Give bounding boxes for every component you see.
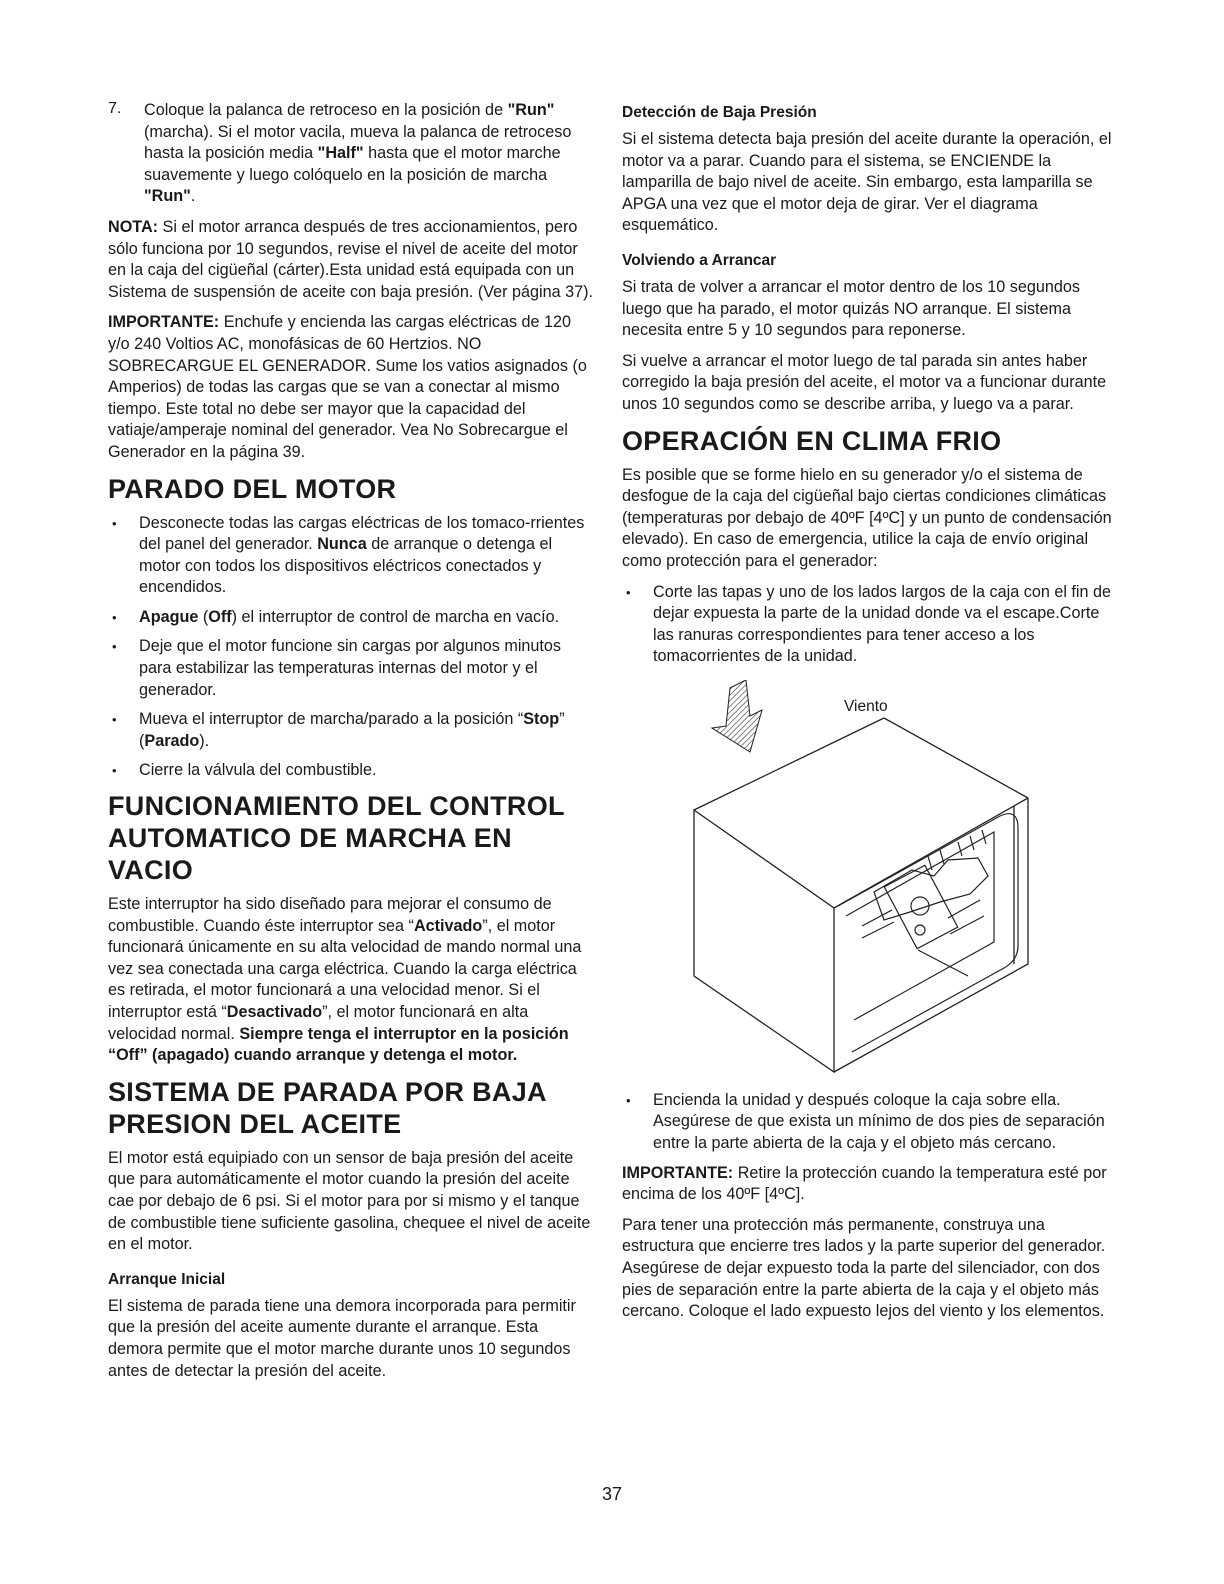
deteccion-heading: Detección de Baja Presión: [622, 104, 817, 121]
sistema-paragraph: El motor está equipiado con un sensor de baja presión del aceite que para automáticamente el motor cuando la presión del aceite cae por debajo de 6 psi. Si el motor para por si mismo y el tanque de combustible tiene suficiente gasolina, chequee el nivel de aceite en el motor.: [108, 1148, 591, 1254]
sistema-heading: SISTEMA DE PARADA POR BAJA PRESION DEL ACEITE: [108, 1076, 546, 1139]
step-7: [108, 100, 594, 217]
nota-paragraph: NOTA: Si el motor arranca después de tres accionamientos, pero sólo funciona por 10 segundos, revise el nivel de aceite del motor en la caja del cigüeñal (cárter).Esta unidad está equipada con un Sistema de suspensión de aceite con baja presión. (Ver página 37).: [108, 217, 594, 301]
clima-heading: OPERACIÓN EN CLIMA FRIO: [622, 425, 1002, 456]
deteccion-paragraph: Si el sistema detecta baja presión del aceite durante la operación, el motor va a parar. Cuando para el sistema, se ENCIENDE la lamparilla de bajo nivel de aceite. Sin embargo, esta lamparilla se APGA una vez que el motor deja de girar. Ver el diagrama esquemático.: [622, 130, 1112, 235]
box-drawing: [688, 680, 1108, 1080]
arranque-paragraph: El sistema de parada tiene una demora incorporada para permitir que la presión del aceite aumente durante el arranque. Esta demora permite que el motor marche durante unos 10 segundos antes de detectar la presión del aceite.: [108, 1296, 576, 1380]
left-column: [108, 100, 594, 1391]
list-item: • Desconecte todas las cargas eléctricas de los tomaco-rrientes del panel del generador. Nunca de arranque o detenga el motor con todos los dispositivos eléctricos conectados y encendidos.: [108, 513, 594, 599]
volviendo-heading: Volviendo a Arrancar: [622, 251, 777, 269]
wind-arrow-icon: [712, 680, 762, 752]
generator-icon: [838, 814, 1018, 1052]
clima-list-2: [622, 1090, 1116, 1155]
step-number: 7.: [108, 100, 122, 117]
right-column: [622, 100, 1116, 1332]
step-7-text: Coloque la palanca de retroceso en la posición de "Run" (marcha). Si el motor vacila, mueva la palanca de retroceso hasta la posición media "Half" hasta que el motor marche suavemente y luego colóquelo en la posición de marcha "Run".: [144, 101, 572, 206]
funcionamiento-heading: FUNCIONAMIENTO DEL CONTROL AUTOMATICO DE MARCHA EN VACIO: [108, 791, 565, 886]
list-item: • Mueva el interruptor de marcha/parado a la posición “Stop” (Parado).: [108, 709, 594, 752]
importante-2-paragraph: IMPORTANTE: Retire la protección cuando la temperatura esté por encima de los 40ºF [4ºC].: [622, 1163, 1107, 1204]
cardboard-box: [694, 718, 1028, 1072]
volviendo-paragraph-1: Si trata de volver a arrancar el motor dentro de los 10 segundos luego que ha parado, el motor quizás NO arranque. El sistema necesita entre 5 y 10 segundos para reponerse.: [622, 277, 1081, 340]
page-number: 37: [601, 1484, 623, 1504]
importante-paragraph: IMPORTANTE: Enchufe y encienda las cargas eléctricas de 120 y/o 240 Voltios AC, monofásicas de 60 Hertzios. NO SOBRECARGUE EL GENERADOR. Sume los vatios asignados (o Amperios) de todas las cargas que se van a conectar al mismo tiempo. Este total no debe ser mayor que la capacidad del vatiaje/amperaje nominal del generador. Vea No Sobrecargue el Generador en la página 39.: [108, 313, 587, 461]
list-item: • Encienda la unidad y después coloque la caja sobre ella. Asegúrese de que exista un mínimo de dos pies de separación entre la parte abierta de la caja y el objeto más cercano.: [622, 1090, 1116, 1155]
wind-label: Viento: [844, 697, 888, 715]
arranque-heading: Arranque Inicial: [108, 1270, 226, 1288]
volviendo-paragraph-2: Si vuelve a arrancar el motor luego de tal parada sin antes haber corregido la baja presión del aceite, el motor va a funcionar durante unos 10 segundos como se describe arriba, y luego va a parar.: [622, 351, 1107, 413]
list-item: • Apague (Off) el interruptor de control de marcha en vacío.: [108, 607, 594, 629]
clima-intro: Es posible que se forme hielo en su generador y/o el sistema de desfogue de la caja del cigüeñal bajo ciertas condiciones climáticas (temperaturas por debajo de 40ºF [4ºC] y un punto de condensación elevado). En caso de emergencia, utilice la caja de envío original como protección para el generador:: [622, 465, 1112, 570]
parado-heading: PARADO DEL MOTOR: [108, 473, 397, 504]
list-item: • Cierre la válvula del combustible.: [108, 760, 594, 782]
list-item: • Corte las tapas y uno de los lados largos de la caja con el fin de dejar expuesta la parte de la unidad donde va el escape.Corte las ranuras correspondientes para tener acceso a los tomacorrientes de la unidad.: [622, 582, 1116, 668]
parado-list: [108, 513, 594, 783]
clima-list-1: [622, 582, 1116, 668]
final-paragraph: Para tener una protección más permanente, construya una estructura que encierre tres lados y la parte superior del generador. Asegúrese de dejar expuesto toda la parte del silenciador, con dos pies de separación entre la parte abierta de la caja y el objeto más cercano. Coloque el lado expuesto lejos del viento y los elementos.: [622, 1215, 1106, 1321]
funcionamiento-paragraph: Este interruptor ha sido diseñado para mejorar el consumo de combustible. Cuando éste interruptor sea “Activado”, el motor funcionará únicamente en su alta velocidad de mando normal una vez sea conectada una carga eléctrica. Cuando la carga eléctrica es retirada, el motor funcionará a una velocidad menor. Si el interruptor está “Desactivado”, el motor funcionará en alta velocidad normal. Siempre tenga el interruptor en la posición “Off” (apagado) cuando arranque y detenga el motor.: [108, 895, 582, 1065]
generator-box-illustration: [688, 680, 1108, 1080]
list-item: • Deje que el motor funcione sin cargas por algunos minutos para estabilizar las temperaturas internas del motor y el generador.: [108, 636, 594, 701]
